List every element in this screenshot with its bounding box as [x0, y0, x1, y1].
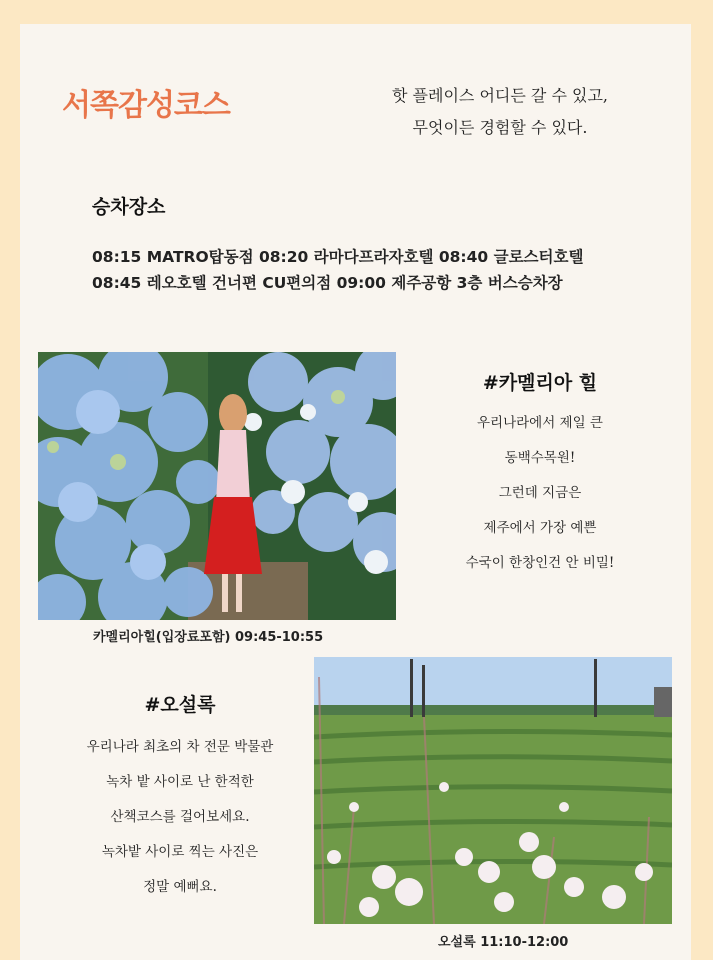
camellia-desc-line-1: 우리나라에서 제일 큰: [477, 415, 603, 431]
tagline-line-1: 핫 플레이스 어디든 갈 수 있고,: [392, 86, 608, 105]
pickup-heading: 승차장소: [92, 196, 166, 218]
osulloc-photo: [314, 657, 672, 924]
pickup-line-1: 08:15 MATRO탑동점 08:20 라마다프라자호텔 08:40 글로스터호텔: [92, 248, 584, 266]
camellia-hill-hashtag: #카멜리아 힐: [482, 372, 598, 394]
osulloc-caption: 오설록 11:10-12:00: [438, 935, 569, 950]
camellia-desc-line-3: 그런데 지금은: [498, 485, 582, 501]
osulloc-desc-line-4: 녹차밭 사이로 찍는 사진은: [101, 844, 259, 860]
camellia-hill-photo: [38, 352, 396, 620]
camellia-hill-caption: 카멜리아힐(입장료포함) 09:45-10:55: [93, 630, 324, 645]
camellia-desc-line-5: 수국이 한창인건 안 비밀!: [465, 555, 615, 571]
osulloc-description: [55, 730, 305, 905]
camellia-hill-description: [430, 406, 650, 581]
osulloc-desc-line-3: 산책코스를 걸어보세요.: [110, 809, 250, 825]
osulloc-desc-line-2: 녹차 밭 사이로 난 한적한: [106, 774, 254, 790]
tagline-line-2: 무엇이든 경험할 수 있다.: [412, 118, 588, 137]
camellia-desc-line-2: 동백수목원!: [504, 450, 576, 466]
pickup-line-2: 08:45 레오호텔 건너편 CU편의점 09:00 제주공항 3층 버스승차장: [92, 274, 563, 292]
course-title: 서쪽감성코스: [62, 88, 230, 123]
osulloc-desc-line-1: 우리나라 최초의 차 전문 박물관: [86, 739, 274, 755]
tagline: [370, 80, 630, 144]
osulloc-desc-line-5: 정말 예뻐요.: [143, 879, 217, 895]
camellia-desc-line-4: 제주에서 가장 예쁜: [483, 520, 597, 536]
osulloc-hashtag: #오설록: [144, 694, 216, 716]
